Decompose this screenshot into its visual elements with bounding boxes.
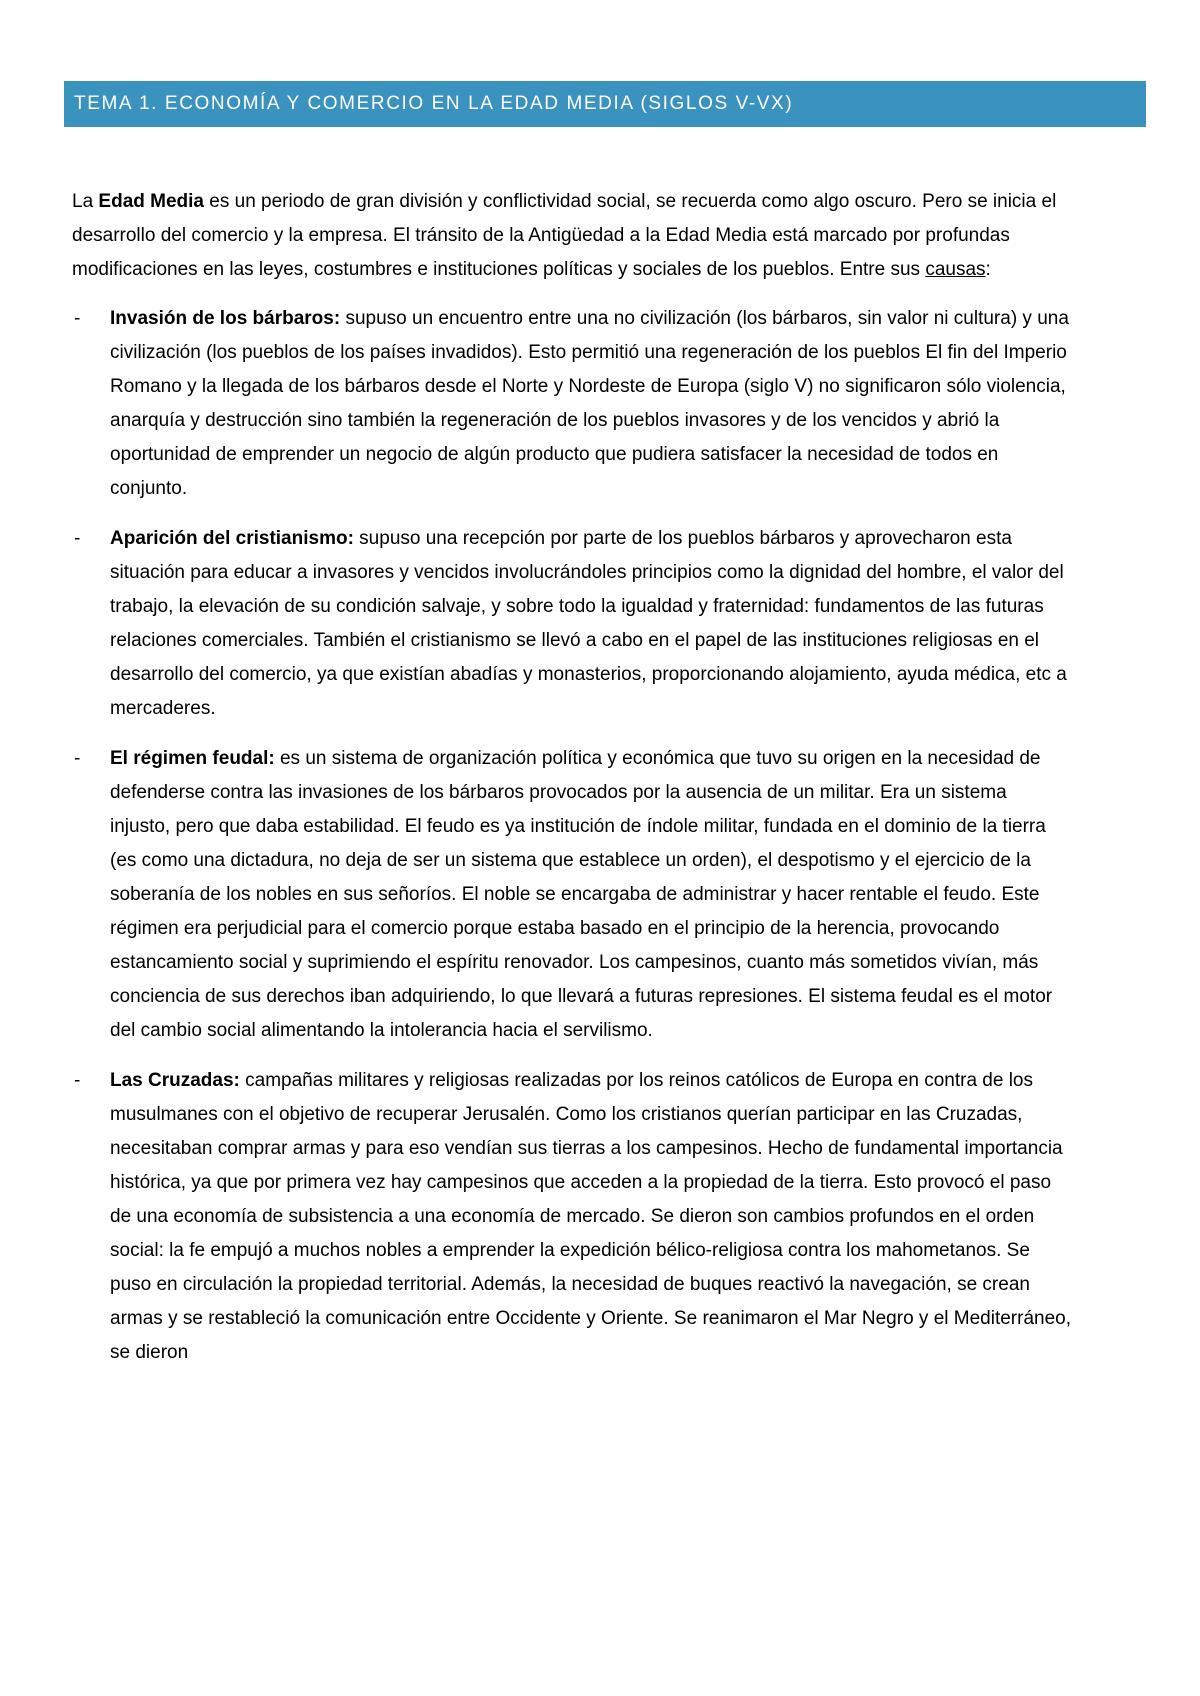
list-item <box>72 522 1072 726</box>
intro-bold-term: Edad Media <box>98 191 204 212</box>
causes-list <box>72 302 1072 1370</box>
list-item <box>72 1064 1072 1370</box>
item-text: campañas militares y religiosas realizadas por los reinos católicos de Europa en contra de los musulmanes con el objetivo de recuperar Jerusalén. Como los cristianos querían participar en las Cruzadas, necesitaban comprar armas y para eso vendían sus tierras a los campesinos. Hecho de fundamental importancia histórica, ya que por primera vez hay campesinos que acceden a la propiedad de la tierra. Esto provocó el paso de una economía de subsistencia a una economía de mercado. Se dieron son cambios profundos en el orden social: la fe empujó a muchos nobles a emprender la expedición bélico-religiosa contra los mahometanos. Se puso en circulación la propiedad territorial. Además, la necesidad de buques reactivó la navegación, se crean armas y se restableció la comunicación entre Occidente y Oriente. Se reanimaron el Mar Negro y el Mediterráneo, se dieron <box>110 1070 1071 1363</box>
item-heading: Las Cruzadas: <box>110 1070 240 1091</box>
bullet-dash: - <box>74 748 81 769</box>
intro-underlined-term: causas <box>925 259 986 280</box>
item-text: supuso una recepción por parte de los pueblos bárbaros y aprovecharon esta situación para educar a invasores y vencidos involucrándoles principios como la dignidad del hombre, el valor del trabajo, la elevación de su condición salvaje, y sobre todo la igualdad y fraternidad: fundamentos de las futuras relaciones comerciales. También el cristianismo se llevó a cabo en el papel de las instituciones religiosas en el desarrollo del comercio, ya que existían abadías y monasterios, proporcionando alojamiento, ayuda médica, etc a mercaderes. <box>110 528 1067 719</box>
bullet-dash: - <box>74 528 81 549</box>
list-item <box>72 302 1072 506</box>
intro-paragraph <box>72 185 1072 287</box>
document-body <box>72 185 1072 1386</box>
intro-text-start: La <box>72 191 99 212</box>
bullet-dash: - <box>74 308 81 329</box>
item-heading: Aparición del cristianismo: <box>110 528 354 549</box>
list-item <box>72 742 1072 1048</box>
item-heading: Invasión de los bárbaros: <box>110 308 341 329</box>
intro-text-end: : <box>985 259 991 280</box>
item-text: supuso un encuentro entre una no civilización (los bárbaros, sin valor ni cultura) y una civilización (los pueblos de los países invadidos). Esto permitió una regeneración de los pueblos El fin del Imperio Romano y la llegada de los bárbaros desde el Norte y Nordeste de Europa (siglo V) no significaron sólo violencia, anarquía y destrucción sino también la regeneración de los pueblos invasores y de los vencidos y abrió la oportunidad de emprender un negocio de algún producto que pudiera satisfacer la necesidad de todos en conjunto. <box>110 308 1069 499</box>
bullet-dash: - <box>74 1070 81 1091</box>
title-band <box>64 81 1146 127</box>
page-title: TEMA 1. ECONOMÍA Y COMERCIO EN LA EDAD MEDIA (SIGLOS V-VX) <box>74 93 794 114</box>
item-heading: El régimen feudal: <box>110 748 275 769</box>
item-text: es un sistema de organización política y económica que tuvo su origen en la necesidad de defenderse contra las invasiones de los bárbaros provocados por la ausencia de un militar. Era un sistema injusto, pero que daba estabilidad. El feudo es ya institución de índole militar, fundada en el dominio de la tierra (es como una dictadura, no deja de ser un sistema que establece un orden), el despotismo y el ejercicio de la soberanía de los nobles en sus señoríos. El noble se encargaba de administrar y hacer rentable el feudo. Este régimen era perjudicial para el comercio porque estaba basado en el principio de la herencia, provocando estancamiento social y suprimiendo el espíritu renovador. Los campesinos, cuanto más sometidos vivían, más conciencia de sus derechos iban adquiriendo, lo que llevará a futuras represiones. El sistema feudal es el motor del cambio social alimentando la intolerancia hacia el servilismo. <box>110 748 1053 1041</box>
intro-text-middle: es un periodo de gran división y conflictividad social, se recuerda como algo oscuro. Pero se inicia el desarrollo del comercio y la empresa. El tránsito de la Antigüedad a la Edad Media está marcado por profundas modificaciones en las leyes, costumbres e instituciones políticas y sociales de los pueblos. Entre sus <box>72 191 1057 280</box>
